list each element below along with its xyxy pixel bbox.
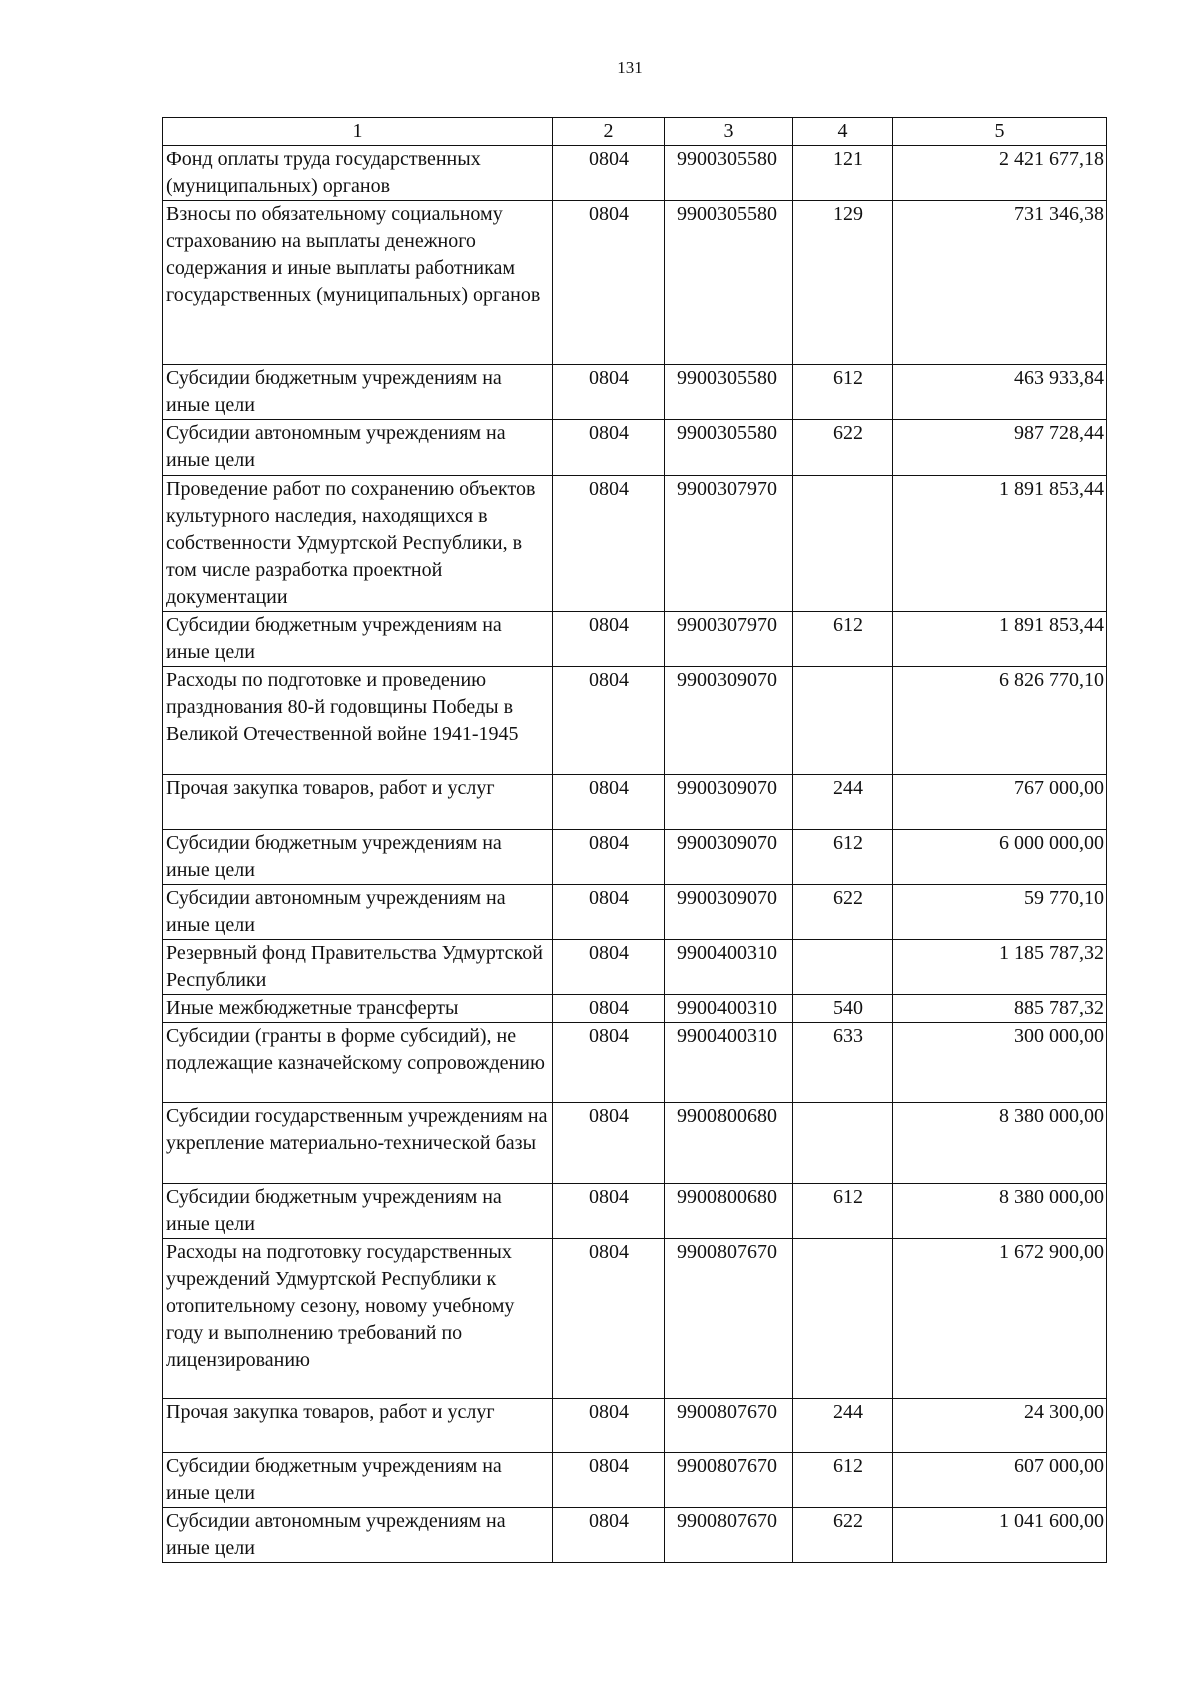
cell-target-code: 9900400310 <box>665 995 793 1023</box>
cell-amount: 24 300,00 <box>893 1399 1107 1453</box>
cell-item-name: Субсидии бюджетным учреждениям на иные цели <box>163 830 553 885</box>
cell-expense-type: 633 <box>793 1023 893 1103</box>
cell-expense-type <box>793 940 893 995</box>
cell-amount: 1 891 853,44 <box>893 476 1107 612</box>
cell-expense-type: 121 <box>793 146 893 201</box>
table-row <box>163 365 1107 420</box>
table-row <box>163 1184 1107 1239</box>
cell-section-code: 0804 <box>553 830 665 885</box>
budget-table-body <box>163 118 1107 1563</box>
cell-section-code: 0804 <box>553 1184 665 1239</box>
table-row <box>163 201 1107 365</box>
cell-target-code: 9900800680 <box>665 1184 793 1239</box>
table-header-row <box>163 118 1107 146</box>
table-row <box>163 667 1107 775</box>
cell-item-name: Субсидии бюджетным учреждениям на иные цели <box>163 365 553 420</box>
cell-section-code: 0804 <box>553 885 665 940</box>
cell-section-code: 0804 <box>553 476 665 612</box>
cell-amount: 59 770,10 <box>893 885 1107 940</box>
cell-amount: 463 933,84 <box>893 365 1107 420</box>
cell-target-code: 9900400310 <box>665 1023 793 1103</box>
cell-item-name: Субсидии бюджетным учреждениям на иные цели <box>163 1184 553 1239</box>
table-row <box>163 612 1107 667</box>
cell-target-code: 9900307970 <box>665 612 793 667</box>
cell-item-name: Расходы по подготовке и проведению празднования 80-й годовщины Победы в Великой Отечественной войне 1941-1945 <box>163 667 553 775</box>
cell-item-name: Прочая закупка товаров, работ и услуг <box>163 1399 553 1453</box>
cell-amount: 987 728,44 <box>893 420 1107 476</box>
cell-item-name: Иные межбюджетные трансферты <box>163 995 553 1023</box>
cell-section-code: 0804 <box>553 612 665 667</box>
cell-expense-type <box>793 476 893 612</box>
cell-expense-type: 612 <box>793 1184 893 1239</box>
cell-section-code: 0804 <box>553 365 665 420</box>
cell-amount: 300 000,00 <box>893 1023 1107 1103</box>
cell-target-code: 9900305580 <box>665 365 793 420</box>
cell-expense-type: 622 <box>793 885 893 940</box>
cell-amount: 1 041 600,00 <box>893 1508 1107 1563</box>
cell-target-code: 9900305580 <box>665 201 793 365</box>
cell-target-code: 9900309070 <box>665 830 793 885</box>
cell-item-name: Субсидии (гранты в форме субсидий), не подлежащие казначейскому сопровождению <box>163 1023 553 1103</box>
table-row <box>163 1453 1107 1508</box>
cell-amount: 1 185 787,32 <box>893 940 1107 995</box>
table-row <box>163 830 1107 885</box>
cell-section-code: 0804 <box>553 201 665 365</box>
table-row <box>163 940 1107 995</box>
cell-section-code: 0804 <box>553 1399 665 1453</box>
cell-item-name: Субсидии бюджетным учреждениям на иные цели <box>163 1453 553 1508</box>
cell-item-name: Проведение работ по сохранению объектов культурного наследия, находящихся в собственности Удмуртской Республики, в том числе разработка проектной документации <box>163 476 553 612</box>
cell-expense-type: 612 <box>793 1453 893 1508</box>
table-row <box>163 1103 1107 1184</box>
cell-item-name: Субсидии государственным учреждениям на укрепление материально-технической базы <box>163 1103 553 1184</box>
header-col-2: 2 <box>553 118 665 146</box>
cell-amount: 885 787,32 <box>893 995 1107 1023</box>
table-row <box>163 995 1107 1023</box>
table-row <box>163 1023 1107 1103</box>
cell-amount: 1 891 853,44 <box>893 612 1107 667</box>
cell-target-code: 9900309070 <box>665 667 793 775</box>
cell-section-code: 0804 <box>553 1103 665 1184</box>
cell-expense-type <box>793 667 893 775</box>
cell-target-code: 9900305580 <box>665 146 793 201</box>
header-col-5: 5 <box>893 118 1107 146</box>
page-number: 131 <box>617 58 643 77</box>
table-row <box>163 1399 1107 1453</box>
cell-section-code: 0804 <box>553 1453 665 1508</box>
cell-target-code: 9900400310 <box>665 940 793 995</box>
cell-target-code: 9900307970 <box>665 476 793 612</box>
cell-item-name: Взносы по обязательному социальному страхованию на выплаты денежного содержания и иные выплаты работникам государственных (муниципальных) органов <box>163 201 553 365</box>
cell-section-code: 0804 <box>553 420 665 476</box>
cell-item-name: Субсидии автономным учреждениям на иные цели <box>163 885 553 940</box>
table-row <box>163 1239 1107 1399</box>
cell-target-code: 9900807670 <box>665 1239 793 1399</box>
cell-section-code: 0804 <box>553 995 665 1023</box>
cell-expense-type: 244 <box>793 1399 893 1453</box>
header-col-3: 3 <box>665 118 793 146</box>
cell-item-name: Субсидии бюджетным учреждениям на иные цели <box>163 612 553 667</box>
cell-target-code: 9900305580 <box>665 420 793 476</box>
cell-amount: 8 380 000,00 <box>893 1184 1107 1239</box>
cell-section-code: 0804 <box>553 940 665 995</box>
table-row <box>163 420 1107 476</box>
cell-target-code: 9900309070 <box>665 885 793 940</box>
cell-amount: 8 380 000,00 <box>893 1103 1107 1184</box>
table-row <box>163 775 1107 830</box>
cell-amount: 6 000 000,00 <box>893 830 1107 885</box>
cell-expense-type: 540 <box>793 995 893 1023</box>
cell-amount: 731 346,38 <box>893 201 1107 365</box>
table-row <box>163 1508 1107 1563</box>
cell-item-name: Резервный фонд Правительства Удмуртской Республики <box>163 940 553 995</box>
cell-section-code: 0804 <box>553 146 665 201</box>
cell-expense-type: 612 <box>793 612 893 667</box>
table-row <box>163 476 1107 612</box>
cell-section-code: 0804 <box>553 1239 665 1399</box>
cell-amount: 6 826 770,10 <box>893 667 1107 775</box>
cell-expense-type <box>793 1239 893 1399</box>
budget-table <box>162 117 1107 1563</box>
cell-item-name: Субсидии автономным учреждениям на иные цели <box>163 1508 553 1563</box>
cell-section-code: 0804 <box>553 1508 665 1563</box>
cell-item-name: Фонд оплаты труда государственных (муниципальных) органов <box>163 146 553 201</box>
cell-amount: 767 000,00 <box>893 775 1107 830</box>
table-row <box>163 885 1107 940</box>
cell-amount: 2 421 677,18 <box>893 146 1107 201</box>
cell-section-code: 0804 <box>553 1023 665 1103</box>
cell-expense-type: 612 <box>793 365 893 420</box>
cell-section-code: 0804 <box>553 667 665 775</box>
cell-target-code: 9900309070 <box>665 775 793 830</box>
cell-item-name: Расходы на подготовку государственных учреждений Удмуртской Республики к отопительному сезону, новому учебному году и выполнению требований по лицензированию <box>163 1239 553 1399</box>
cell-target-code: 9900807670 <box>665 1508 793 1563</box>
cell-amount: 607 000,00 <box>893 1453 1107 1508</box>
cell-expense-type: 622 <box>793 1508 893 1563</box>
cell-expense-type: 612 <box>793 830 893 885</box>
cell-expense-type: 129 <box>793 201 893 365</box>
cell-target-code: 9900800680 <box>665 1103 793 1184</box>
cell-expense-type: 622 <box>793 420 893 476</box>
cell-section-code: 0804 <box>553 775 665 830</box>
cell-expense-type <box>793 1103 893 1184</box>
cell-amount: 1 672 900,00 <box>893 1239 1107 1399</box>
cell-target-code: 9900807670 <box>665 1399 793 1453</box>
table-row <box>163 146 1107 201</box>
cell-expense-type: 244 <box>793 775 893 830</box>
cell-item-name: Субсидии автономным учреждениям на иные цели <box>163 420 553 476</box>
cell-item-name: Прочая закупка товаров, работ и услуг <box>163 775 553 830</box>
cell-target-code: 9900807670 <box>665 1453 793 1508</box>
header-col-1: 1 <box>163 118 553 146</box>
header-col-4: 4 <box>793 118 893 146</box>
